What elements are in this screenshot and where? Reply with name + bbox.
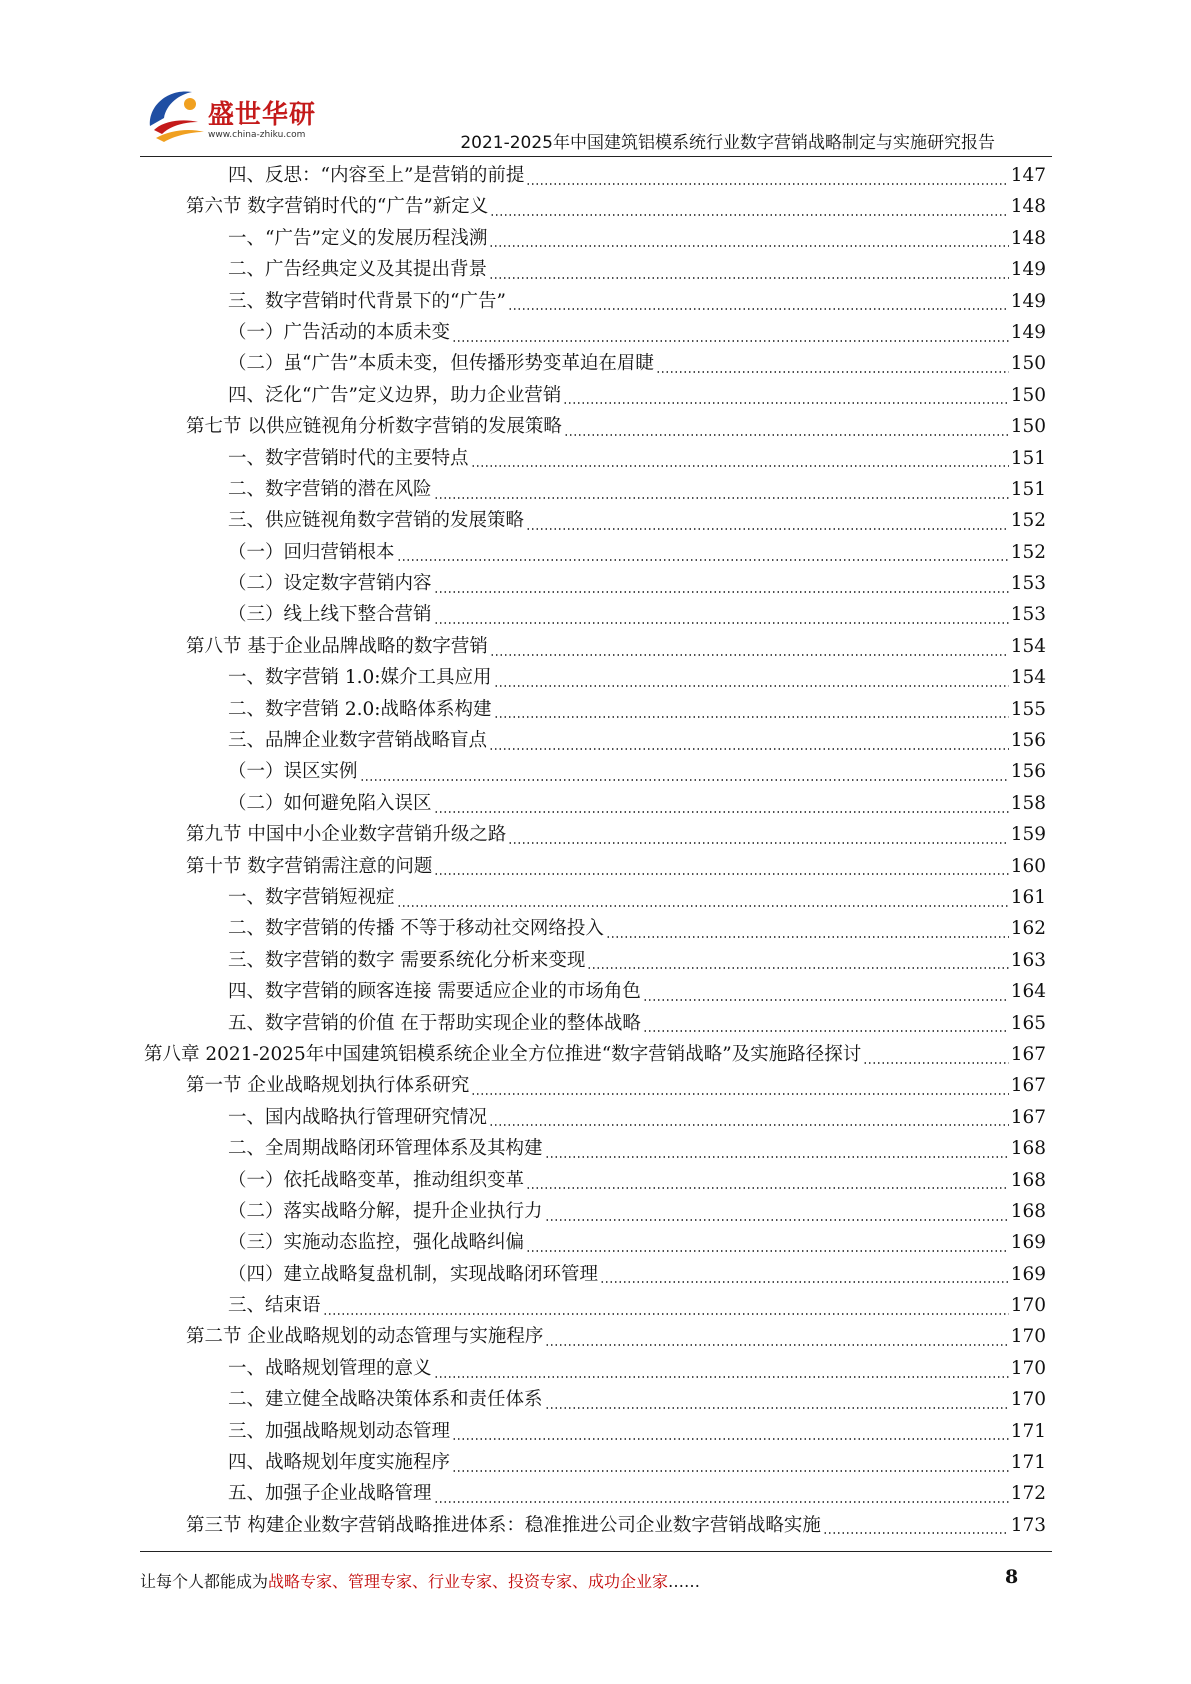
toc-entry[interactable]: [140, 1008, 1046, 1039]
toc-entry[interactable]: [140, 505, 1046, 536]
toc-entry-page: 148: [1010, 227, 1046, 249]
toc-leader-dots: [490, 654, 1009, 656]
footer-highlight: 战略专家、管理专家、行业专家、投资专家、成功企业家: [268, 1572, 669, 1591]
toc-entry-title: 第八节 基于企业品牌战略的数字营销: [186, 635, 488, 657]
toc-leader-dots: [600, 1281, 1009, 1283]
toc-entry-title: （四）建立战略复盘机制，实现战略闭环管理: [228, 1263, 599, 1285]
toc-entry-page: 162: [1010, 918, 1046, 940]
toc-entry-title: （三）线上线下整合营销: [228, 604, 432, 626]
toc-entry[interactable]: [140, 1165, 1046, 1196]
toc-entry-page: 149: [1010, 321, 1046, 343]
toc-entry-title: （二）落实战略分解，提升企业执行力: [228, 1200, 543, 1222]
toc-leader-dots: [471, 465, 1009, 467]
toc-leader-dots: [587, 967, 1008, 969]
toc-leader-dots: [471, 1093, 1008, 1095]
toc-entry-page: 153: [1010, 573, 1046, 595]
toc-leader-dots: [526, 528, 1009, 530]
toc-leader-dots: [545, 1219, 1009, 1221]
toc-leader-dots: [643, 1030, 1009, 1032]
toc-entry-title: 一、“广告”定义的发展历程浅溯: [228, 227, 488, 249]
toc-entry-page: 173: [1010, 1514, 1046, 1536]
toc-entry[interactable]: [140, 1416, 1046, 1447]
page-header: [0, 0, 1191, 160]
toc-leader-dots: [526, 183, 1008, 185]
toc-entry-page: 159: [1010, 824, 1046, 846]
toc-leader-dots: [863, 1062, 1008, 1064]
toc-leader-dots: [545, 1407, 1009, 1409]
toc-entry-page: 160: [1010, 855, 1046, 877]
toc-entry-title: （二）虽“广告”本质未变，但传播形势变革迫在眉睫: [228, 353, 654, 375]
toc-entry[interactable]: [140, 1259, 1046, 1290]
toc-entry-page: 167: [1010, 1106, 1046, 1128]
footer-prefix: 让每个人都能成为: [140, 1572, 269, 1591]
toc-entry[interactable]: [140, 851, 1046, 882]
toc-entry-page: 167: [1010, 1043, 1046, 1065]
toc-entry[interactable]: [140, 411, 1046, 442]
toc-leader-dots: [434, 1376, 1009, 1378]
toc-entry-title: （二）如何避免陷入误区: [228, 792, 432, 814]
toc-entry-title: （一）回归营销根本: [228, 541, 395, 563]
toc-entry-page: 161: [1010, 886, 1046, 908]
toc-entry-title: 第六节 数字营销时代的“广告”新定义: [186, 196, 489, 218]
toc-entry[interactable]: [140, 191, 1046, 222]
toc-leader-dots: [434, 811, 1009, 813]
toc-entry[interactable]: [140, 1384, 1046, 1415]
toc-entry-page: 170: [1010, 1357, 1046, 1379]
table-of-contents: [140, 160, 1046, 1541]
logo-name: 盛世华研: [208, 100, 317, 130]
toc-entry-title: 第三节 构建企业数字营销战略推进体系：稳准推进公司企业数字营销战略实施: [186, 1514, 821, 1536]
toc-entry-page: 152: [1010, 510, 1046, 532]
toc-entry[interactable]: [140, 443, 1046, 474]
toc-leader-dots: [823, 1532, 1009, 1534]
toc-entry-page: 152: [1010, 541, 1046, 563]
toc-entry-title: （二）设定数字营销内容: [228, 573, 432, 595]
toc-entry-page: 164: [1010, 981, 1046, 1003]
toc-entry[interactable]: [140, 976, 1046, 1007]
toc-entry[interactable]: [140, 1196, 1046, 1227]
toc-entry-page: 156: [1010, 730, 1046, 752]
toc-entry-page: 170: [1010, 1326, 1046, 1348]
toc-leader-dots: [434, 591, 1009, 593]
toc-entry[interactable]: [140, 348, 1046, 379]
toc-entry-page: 150: [1010, 416, 1046, 438]
toc-entry[interactable]: [140, 599, 1046, 630]
toc-entry[interactable]: [140, 1133, 1046, 1164]
toc-entry[interactable]: [140, 317, 1046, 348]
toc-entry[interactable]: [140, 1478, 1046, 1509]
toc-entry-page: 149: [1010, 259, 1046, 281]
toc-entry[interactable]: [140, 568, 1046, 599]
toc-entry-title: （一）依托战略变革，推动组织变革: [228, 1169, 525, 1191]
toc-entry-title: 三、数字营销的数字 需要系统化分析来变现: [228, 949, 586, 971]
toc-entry-page: 169: [1010, 1232, 1046, 1254]
toc-entry-title: 二、数字营销的传播 不等于移动社交网络投入: [228, 918, 604, 940]
toc-entry-title: 一、战略规划管理的意义: [228, 1357, 432, 1379]
toc-entry[interactable]: [140, 725, 1046, 756]
toc-entry-title: 第十节 数字营销需注意的问题: [186, 855, 433, 877]
toc-entry-page: 168: [1010, 1169, 1046, 1191]
toc-leader-dots: [494, 716, 1009, 718]
toc-entry-page: 154: [1010, 667, 1046, 689]
toc-entry[interactable]: [140, 537, 1046, 568]
toc-leader-dots: [397, 905, 1009, 907]
toc-leader-dots: [489, 245, 1008, 247]
logo-url: www.china-zhiku.com: [208, 130, 306, 140]
toc-leader-dots: [508, 308, 1009, 310]
toc-leader-dots: [494, 685, 1009, 687]
toc-entry-page: 154: [1010, 635, 1046, 657]
toc-entry-page: 147: [1010, 165, 1046, 186]
toc-entry-page: 170: [1010, 1389, 1046, 1411]
toc-entry-title: 四、战略规划年度实施程序: [228, 1452, 451, 1474]
toc-entry[interactable]: [140, 1353, 1046, 1384]
toc-entry-page: 168: [1010, 1138, 1046, 1160]
toc-entry[interactable]: [140, 160, 1046, 191]
toc-entry-title: （一）误区实例: [228, 761, 358, 783]
toc-entry-title: 一、数字营销时代的主要特点: [228, 447, 469, 469]
toc-leader-dots: [489, 748, 1009, 750]
toc-entry-title: 第七节 以供应链视角分析数字营销的发展策略: [186, 416, 562, 438]
toc-entry-title: 三、结束语: [228, 1295, 321, 1317]
toc-entry-page: 148: [1010, 196, 1046, 218]
toc-entry-title: 三、数字营销时代背景下的“广告”: [228, 290, 506, 312]
toc-leader-dots: [323, 1313, 1009, 1315]
report-title: 2021-2025年中国建筑铝模系统行业数字营销战略制定与实施研究报告: [460, 133, 995, 153]
toc-entry[interactable]: [140, 1102, 1046, 1133]
toc-leader-dots: [545, 1156, 1009, 1158]
toc-leader-dots: [490, 214, 1008, 216]
toc-entry-title: 二、全周期战略闭环管理体系及其构建: [228, 1138, 543, 1160]
toc-entry-title: （一）广告活动的本质未变: [228, 321, 451, 343]
toc-entry[interactable]: [140, 1070, 1046, 1101]
toc-entry-title: 二、数字营销的潜在风险: [228, 478, 432, 500]
toc-leader-dots: [452, 1470, 1009, 1472]
toc-entry[interactable]: [140, 1510, 1046, 1541]
toc-entry-title: 二、数字营销 2.0:战略体系构建: [228, 698, 492, 720]
toc-entry[interactable]: [140, 788, 1046, 819]
toc-leader-dots: [563, 402, 1008, 404]
toc-entry[interactable]: [140, 662, 1046, 693]
toc-leader-dots: [489, 277, 1009, 279]
header-divider: [140, 156, 1052, 157]
toc-entry-title: 第八章 2021-2025年中国建筑铝模系统企业全方位推进“数字营销战略”及实施路径探讨: [144, 1043, 862, 1065]
toc-entry-page: 151: [1010, 478, 1046, 500]
toc-entry[interactable]: [140, 286, 1046, 317]
toc-entry-title: 三、供应链视角数字营销的发展策略: [228, 510, 525, 532]
toc-leader-dots: [656, 371, 1009, 373]
toc-entry-page: 169: [1010, 1263, 1046, 1285]
footer-divider: [140, 1551, 1052, 1552]
toc-leader-dots: [545, 1344, 1008, 1346]
toc-entry-page: 171: [1010, 1452, 1046, 1474]
toc-entry[interactable]: [140, 945, 1046, 976]
toc-entry-title: 一、数字营销短视症: [228, 886, 395, 908]
toc-leader-dots: [452, 340, 1009, 342]
toc-entry[interactable]: [140, 756, 1046, 787]
toc-leader-dots: [452, 1438, 1009, 1440]
toc-entry-title: 一、国内战略执行管理研究情况: [228, 1106, 488, 1128]
toc-entry[interactable]: [140, 1290, 1046, 1321]
toc-entry-page: 167: [1010, 1075, 1046, 1097]
toc-leader-dots: [526, 1187, 1009, 1189]
toc-entry[interactable]: [140, 913, 1046, 944]
toc-entry[interactable]: [140, 1039, 1046, 1070]
toc-leader-dots: [489, 1124, 1009, 1126]
toc-entry-page: 171: [1010, 1420, 1046, 1442]
footer-suffix: ……: [668, 1572, 701, 1591]
toc-leader-dots: [434, 873, 1008, 875]
toc-entry-page: 150: [1010, 384, 1046, 406]
toc-entry-page: 156: [1010, 761, 1046, 783]
toc-entry-title: 三、加强战略规划动态管理: [228, 1420, 451, 1442]
toc-entry-title: 第二节 企业战略规划的动态管理与实施程序: [186, 1326, 544, 1348]
toc-leader-dots: [606, 936, 1009, 938]
toc-entry-page: 153: [1010, 604, 1046, 626]
toc-entry-page: 168: [1010, 1200, 1046, 1222]
toc-entry-page: 151: [1010, 447, 1046, 469]
toc-entry-page: 163: [1010, 949, 1046, 971]
toc-entry[interactable]: [140, 694, 1046, 725]
toc-entry[interactable]: [140, 254, 1046, 285]
toc-leader-dots: [397, 559, 1009, 561]
page-number: 8: [1005, 1566, 1019, 1588]
toc-entry-page: 149: [1010, 290, 1046, 312]
toc-entry-page: 155: [1010, 698, 1046, 720]
toc-entry[interactable]: [140, 631, 1046, 662]
toc-entry-title: 第一节 企业战略规划执行体系研究: [186, 1075, 470, 1097]
toc-entry-title: （三）实施动态监控，强化战略纠偏: [228, 1232, 525, 1254]
toc-leader-dots: [643, 999, 1009, 1001]
toc-entry-title: 四、数字营销的顾客连接 需要适应企业的市场角色: [228, 981, 641, 1003]
toc-entry-title: 五、加强子企业战略管理: [228, 1483, 432, 1505]
toc-entry[interactable]: [140, 380, 1046, 411]
toc-entry-title: 三、品牌企业数字营销战略盲点: [228, 730, 488, 752]
toc-leader-dots: [360, 779, 1009, 781]
toc-entry-page: 172: [1010, 1483, 1046, 1505]
toc-entry-title: 一、数字营销 1.0:媒介工具应用: [228, 667, 492, 689]
toc-leader-dots: [434, 622, 1009, 624]
toc-leader-dots: [434, 1501, 1009, 1503]
toc-entry-page: 165: [1010, 1012, 1046, 1034]
toc-entry-title: 二、建立健全战略决策体系和责任体系: [228, 1389, 543, 1411]
toc-leader-dots: [508, 842, 1008, 844]
toc-entry[interactable]: [140, 1321, 1046, 1352]
toc-entry-title: 四、反思：“内容至上”是营销的前提: [228, 165, 525, 186]
toc-entry-title: 五、数字营销的价值 在于帮助实现企业的整体战略: [228, 1012, 641, 1034]
toc-entry[interactable]: [140, 223, 1046, 254]
toc-leader-dots: [526, 1250, 1009, 1252]
toc-entry-page: 170: [1010, 1295, 1046, 1317]
toc-entry[interactable]: [140, 474, 1046, 505]
toc-leader-dots: [564, 434, 1009, 436]
toc-entry[interactable]: [140, 1227, 1046, 1258]
footer-slogan: [140, 1569, 700, 1592]
toc-leader-dots: [434, 497, 1009, 499]
toc-entry-title: 四、泛化“广告”定义边界，助力企业营销: [228, 384, 562, 406]
toc-entry[interactable]: [140, 819, 1046, 850]
toc-entry-page: 158: [1010, 792, 1046, 814]
toc-entry-title: 第九节 中国中小企业数字营销升级之路: [186, 824, 507, 846]
toc-entry-title: 二、广告经典定义及其提出背景: [228, 259, 488, 281]
toc-entry-page: 150: [1010, 353, 1046, 375]
toc-entry[interactable]: [140, 1447, 1046, 1478]
toc-entry[interactable]: [140, 882, 1046, 913]
